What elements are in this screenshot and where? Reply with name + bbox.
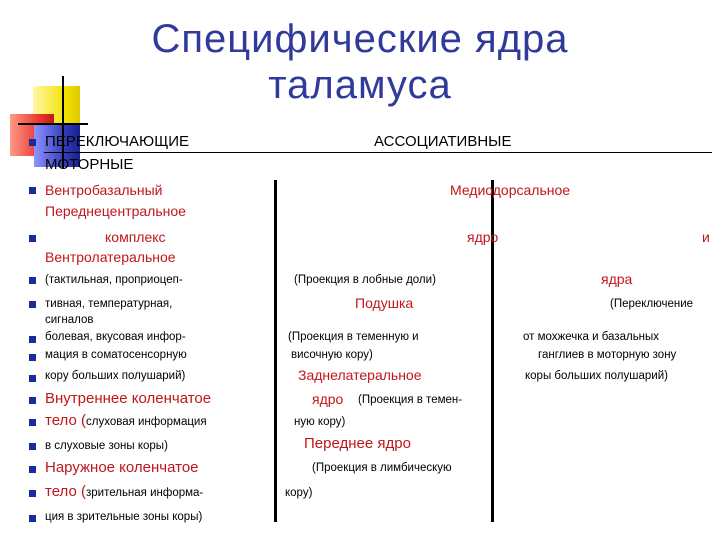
col1-body-auditory: [45, 412, 207, 429]
col2-header: АССОЦИАТИВНЫЕ: [374, 133, 512, 150]
bullet-marker: [29, 139, 36, 146]
bullet-marker: [29, 419, 36, 426]
col2-parietal-projection-2: (Проекция в темен-: [358, 394, 463, 406]
col3-mediodorsal: Медиодорсальное: [450, 182, 571, 198]
col1-ventrolateral: Вентролатеральное: [45, 249, 176, 265]
col1-temperature: тивная, температурная,: [45, 298, 173, 310]
bullet-marker: [29, 187, 36, 194]
bullet-marker: [29, 235, 36, 242]
bullet-marker: [29, 336, 36, 343]
col1-lateral-geniculate: Наружное коленчатое: [45, 459, 199, 476]
header-divider: [44, 152, 712, 153]
col1-tactile: (тактильная, проприоцеп-: [45, 274, 183, 286]
col3-hemispheres: коры больших полушарий): [525, 370, 668, 382]
col2-parietal-projection: (Проекция в теменную и: [288, 331, 419, 343]
col1-signals: сигналов: [45, 314, 94, 326]
col2-cortex-end: ную кору): [294, 416, 346, 428]
col1-body-label: тело (: [45, 412, 86, 429]
col3-and: и: [702, 229, 710, 245]
col2-pulvinar: Подушка: [355, 295, 414, 311]
col1-visual-info: зрительная информа-: [85, 487, 204, 499]
col1-hemispheres: кору больших полушарий): [45, 370, 186, 382]
col3-from-cerebellum: от мохжечка и базальных: [523, 331, 660, 343]
col3-nuclei: ядра: [601, 271, 633, 287]
col1-somatosensory: мация в соматосенсорную: [45, 349, 187, 361]
col2-nucleus-label: ядро: [312, 391, 344, 407]
col1-medial-geniculate: Внутреннее коленчатое: [45, 390, 212, 407]
col2-cortex-limbic: кору): [285, 487, 313, 499]
col2-lateral-posterior: Заднелатеральное: [298, 367, 422, 383]
bullet-marker: [29, 375, 36, 382]
title-line-2: таламуса: [268, 63, 452, 107]
col1-header-a: ПЕРЕКЛЮЧАЮЩИЕ: [45, 133, 190, 150]
bullet-marker: [29, 397, 36, 404]
col3-nucleus: ядро: [467, 229, 499, 245]
column-divider-1: [274, 180, 277, 522]
col1-header-b: МОТОРНЫЕ: [45, 156, 134, 173]
bullet-marker: [29, 515, 36, 522]
col2-limbic-projection: (Проекция в лимбическую: [312, 462, 452, 474]
title-line-1: Специфические ядра: [151, 17, 569, 61]
col1-pain: болевая, вкусовая инфор-: [45, 331, 186, 343]
col1-auditory-zones: в слуховые зоны коры): [45, 440, 168, 452]
col1-auditory-info: слуховая информация: [85, 416, 207, 428]
page-title: [0, 16, 720, 108]
bullet-marker: [29, 443, 36, 450]
col1-anterocentral: Переднецентральное: [45, 203, 186, 219]
col2-anterior-nucleus: Переднее ядро: [304, 435, 411, 452]
bullet-marker: [29, 466, 36, 473]
col1-complex: комплекс: [105, 229, 166, 245]
col3-switching: (Переключение: [610, 298, 694, 310]
col1-body-visual: [45, 483, 203, 500]
col1-vbasal: Вентробазальный: [45, 182, 163, 198]
col2-temporal-cortex: височную кору): [291, 349, 373, 361]
bullet-marker: [29, 277, 36, 284]
col1-body-label-2: тело (: [45, 483, 86, 500]
bullet-marker: [29, 301, 36, 308]
col3-ganglia: ганглиев в моторную зону: [538, 349, 677, 361]
bullet-marker: [29, 354, 36, 361]
decor-horizontal-line: [18, 123, 88, 125]
col1-visual-zones: ция в зрительные зоны коры): [45, 511, 203, 523]
col2-frontal-projection: (Проекция в лобные доли): [294, 274, 436, 286]
bullet-marker: [29, 490, 36, 497]
